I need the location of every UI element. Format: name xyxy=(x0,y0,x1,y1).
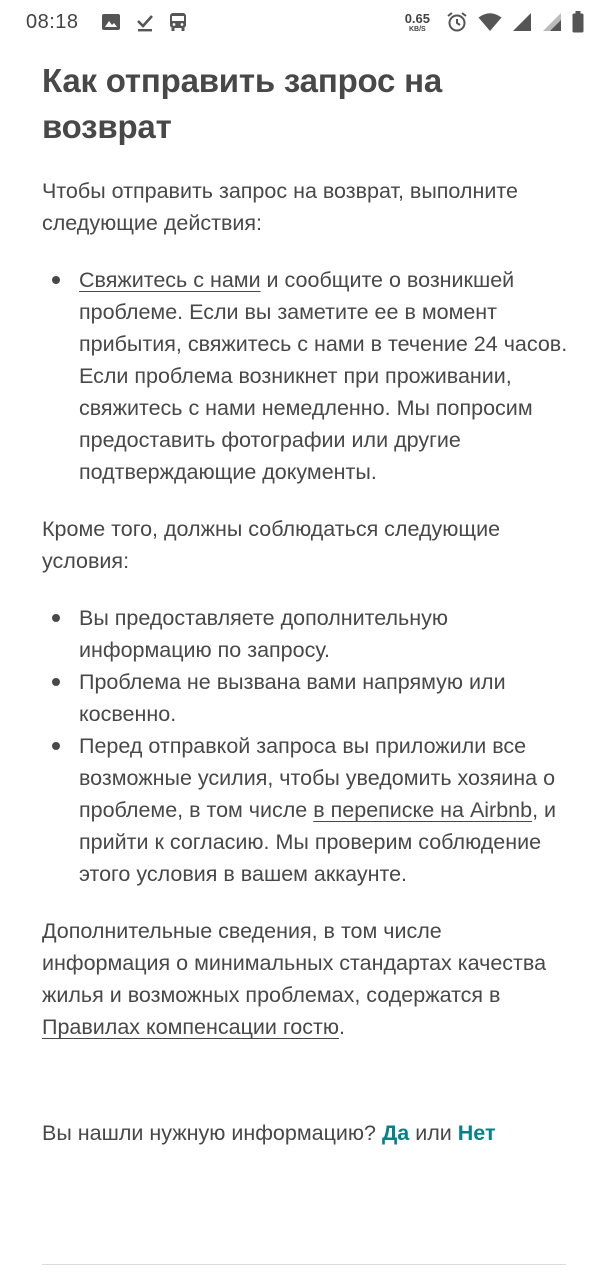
signal-icon xyxy=(512,12,532,32)
network-speed xyxy=(405,12,430,33)
divider xyxy=(42,1264,566,1265)
status-bar-right xyxy=(405,11,584,33)
condition-text: Перед отправкой запроса вы приложили все возможные усилия, чтобы уведомить хозяина о проблеме, в том числе xyxy=(79,734,556,822)
network-speed-unit: KB/S xyxy=(408,25,426,33)
intro-text: Чтобы отправить запрос на возврат, выполните следующие действия: xyxy=(42,179,518,235)
alarm-icon xyxy=(446,11,468,33)
condition-text: Вы предоставляете дополнительную информацию по запросу. xyxy=(79,606,448,662)
page-title: Как отправить запрос на возврат xyxy=(42,62,443,145)
more-info-after: . xyxy=(338,1015,345,1039)
status-bar xyxy=(0,0,606,44)
article xyxy=(42,58,568,1149)
list-item xyxy=(79,666,568,730)
feedback-prompt xyxy=(42,1117,568,1149)
wifi-icon xyxy=(478,12,502,32)
condition-text: Проблема не вызвана вами напрямую или косвенно. xyxy=(79,670,506,726)
download-done-icon xyxy=(135,12,155,32)
image-icon xyxy=(101,13,121,31)
battery-icon xyxy=(572,11,584,33)
feedback-no-button[interactable]: Нет xyxy=(457,1121,496,1145)
status-bar-left xyxy=(26,11,201,34)
condition-text: , и прийти к согласию. Мы проверим соблюдение этого условия в вашем аккаунте. xyxy=(79,798,557,886)
list-item xyxy=(79,730,568,890)
status-time: 08:18 xyxy=(26,10,79,33)
more-info-before: Дополнительные сведения, в том числе информация о минимальных стандартах качества жилья и возможных проблемах, содержатся в xyxy=(42,919,547,1007)
guest-refund-policy-link[interactable]: Правилах компенсации гостю xyxy=(42,1015,339,1039)
more-info-text xyxy=(42,915,568,1043)
conditions-intro: Кроме того, должны соблюдаться следующие условия: xyxy=(42,517,501,573)
steps-list xyxy=(42,264,568,488)
conditions-list xyxy=(42,602,568,890)
feedback-question: Вы нашли нужную информацию? xyxy=(42,1121,382,1145)
network-speed-value: 0.65 xyxy=(404,10,430,26)
feedback-or: или xyxy=(409,1121,458,1145)
step-text: и сообщите о возникшей проблеме. Если вы заметите ее в момент прибытия, свяжитесь с нами в течение 24 часов. Если проблема возникнет при проживании, свяжитесь с нами немедленно. Мы попросим предоставить фотографии или другие подтверждающие документы. xyxy=(79,268,568,484)
airbnb-messages-link[interactable]: в переписке на Airbnb xyxy=(313,798,533,822)
signal-icon xyxy=(542,12,562,32)
contact-us-link[interactable]: Свяжитесь с нами xyxy=(79,268,261,292)
list-item xyxy=(79,602,568,666)
list-item xyxy=(79,264,568,488)
bus-icon xyxy=(169,12,187,32)
feedback-yes-button[interactable]: Да xyxy=(381,1121,410,1145)
